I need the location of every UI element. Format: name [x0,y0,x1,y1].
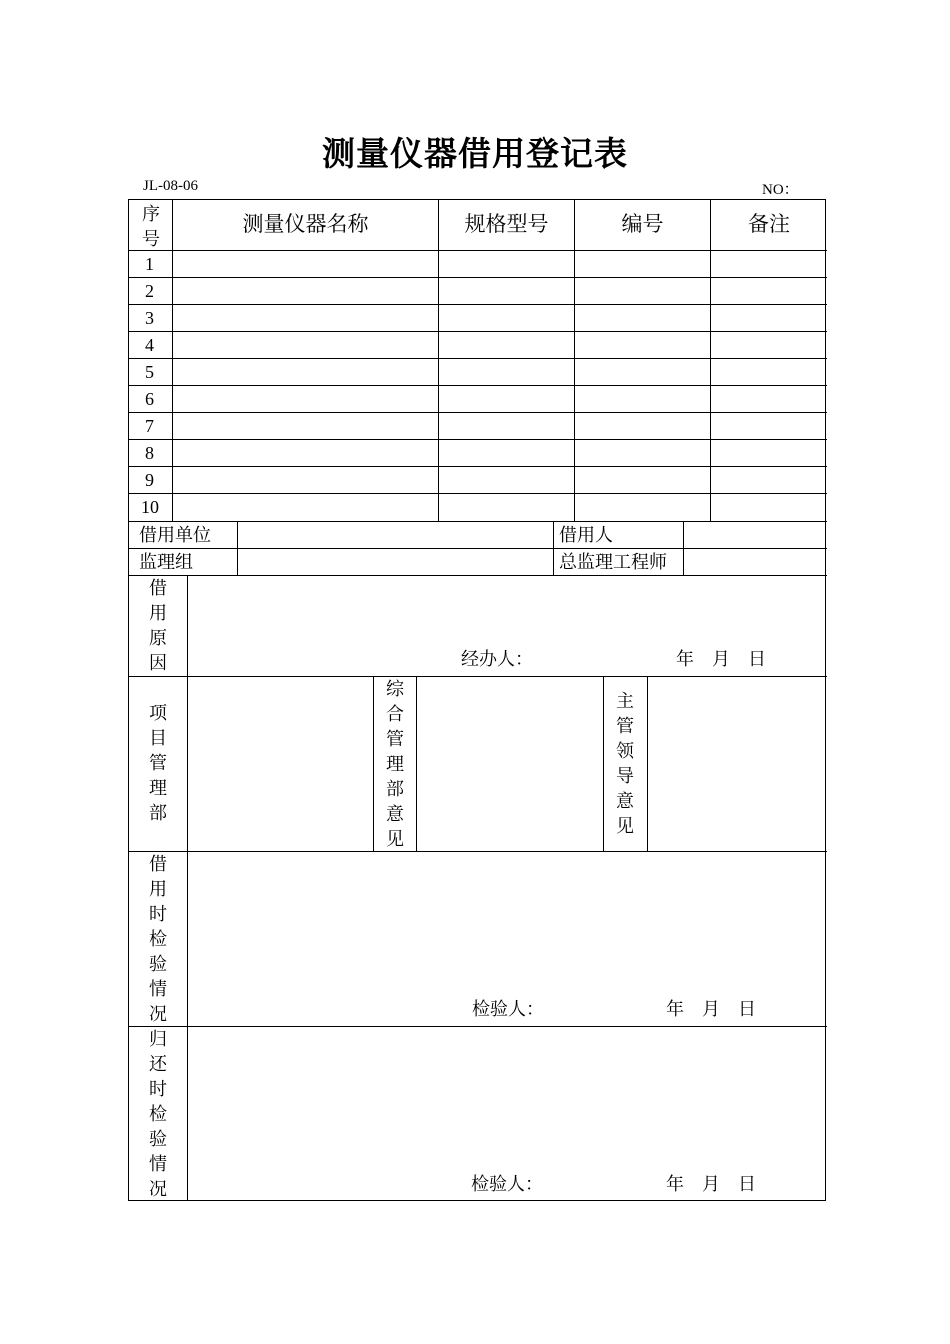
row-number: 4 [145,335,154,355]
header-seq: 序号 [142,204,160,250]
chief-engineer-label: 总监理工程师 [559,552,667,573]
row-number: 10 [141,497,159,517]
borrower-label: 借用人 [559,525,613,546]
admin-dept-opinion-label: 综合管理部意见 [386,679,404,850]
leader-opinion-label: 主管领导意见 [616,691,634,837]
header-remark: 备注 [748,212,790,236]
return-inspector-label: 检验人： [471,1174,543,1195]
rule [553,521,554,575]
row-number: 5 [145,362,154,382]
borrow-reason-label: 借用原因 [149,578,167,674]
handler-label: 经办人： [461,649,533,670]
rule [129,331,827,332]
header-number: 编号 [621,212,664,236]
supervision-group-label: 监理组 [139,552,193,573]
row-number: 2 [145,281,154,301]
rule [172,200,173,521]
page-title: 测量仪器借用登记表 [322,134,628,173]
rule [373,676,374,851]
row-number: 6 [145,389,154,409]
rule [574,200,575,521]
handler-date: 年 月 日 [676,649,766,670]
rule [129,466,827,467]
header-instrument-name: 测量仪器名称 [242,212,369,236]
rule [438,200,439,521]
project-dept-label: 项目管理部 [149,703,167,824]
header-spec-model: 规格型号 [464,212,549,236]
register-form [128,199,826,1201]
rule [129,1026,827,1027]
form-no-label: NO： [762,182,799,198]
return-inspection-date: 年 月 日 [666,1174,756,1195]
row-number: 1 [145,254,154,274]
row-number: 7 [145,416,154,436]
borrow-inspector-label: 检验人： [472,999,544,1020]
rule [129,277,827,278]
rule [187,575,188,1201]
rule [129,851,827,852]
rule [129,250,827,251]
rule [129,676,827,677]
rule [129,304,827,305]
rule [710,200,711,521]
row-number: 3 [145,308,154,328]
rule [683,521,684,575]
rule [129,521,827,522]
rule [416,676,417,851]
rule [237,521,238,575]
return-inspection-label: 归还时检验情况 [149,1029,167,1200]
rule [603,676,604,851]
rule [129,385,827,386]
rule [129,575,827,576]
borrow-inspection-label: 借用时检验情况 [149,854,167,1025]
rule [129,358,827,359]
rule [647,676,648,851]
rule [129,548,827,549]
borrow-unit-label: 借用单位 [139,525,211,546]
form-code: JL-08-06 [143,178,198,194]
rule [129,412,827,413]
borrow-inspection-date: 年 月 日 [666,999,756,1020]
rule [129,493,827,494]
rule [129,439,827,440]
row-number: 9 [145,470,154,490]
row-number: 8 [145,443,154,463]
